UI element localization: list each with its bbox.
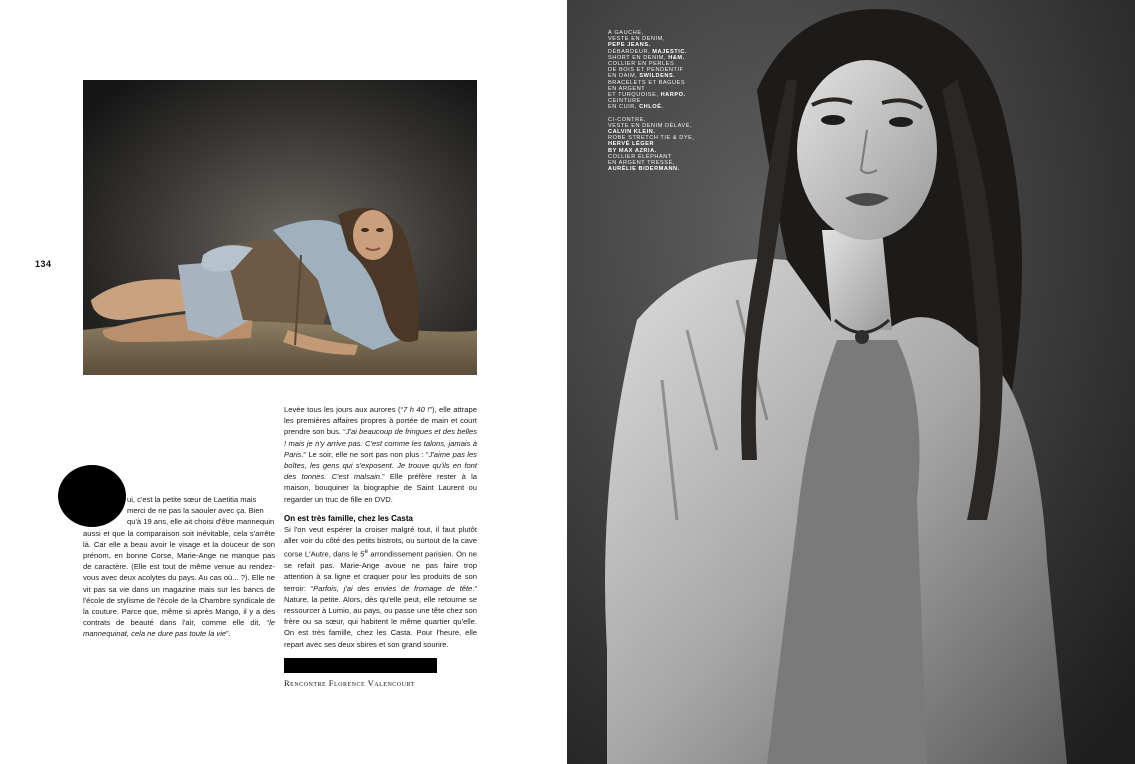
caption-line: À GAUCHE,: [608, 30, 644, 36]
caption-brand: HERVÉ LÉGER: [608, 141, 655, 148]
article-paragraph-3: [284, 524, 477, 650]
paragraph-text: arrondissement parisien. On ne se refait pas. Marie-Ange avoue ne pas faire trop attention à sa ligne et craquer pour les produits de son terroir: “: [284, 549, 478, 593]
caption-brand: CHLOÉ.: [639, 104, 664, 111]
paragraph-text: aussi et que la comparaison soit inévitable, cela s'arrête là. Car elle a beau avoir le visage et la douceur de son prénom, en bonne Corse, Marie-Ange ne manque pas de caractère. (Elle est tout de même venue au rendez-vous avec deux acolytes du pays. Au cas où... ?). Elle ne vit pas sa vie dans un magazine mais sur les bancs de l'école de stylisme de l'école de la Chambre syndicale de la couture. Parce que, même si après Mango, il y a des contrats de beauté dans l'air, comme elle dit, “: [83, 528, 275, 628]
paragraph-line: merci de ne pas la saouler avec ça. Bien: [127, 506, 264, 516]
caption-brand: H&M.: [668, 54, 685, 61]
caption-line: SHORT EN DENIM,: [608, 54, 669, 61]
paragraph-line: qu'à 19 ans, elle ait choisi d'être mannequin: [127, 517, 275, 527]
caption-brand: AURÉLIE BIDERMANN.: [608, 166, 680, 173]
caption-brand: HARPO.: [660, 92, 686, 99]
caption-line: COLLIER EN PERLES: [608, 61, 675, 68]
caption-brand: CALVIN KLEIN.: [608, 129, 656, 136]
caption-line: CI-CONTRE,: [608, 116, 647, 123]
article-paragraph-2: [284, 404, 477, 505]
article-paragraph-1: [83, 494, 275, 640]
paragraph-text: ”.: [226, 629, 231, 639]
paragraph-text: .” Nature, la petite. Alors, dès qu'elle peut, elle retourne se ressourcer à Lumio, au pays, ou passe une tête chez son frère ou sa sœur, qui habitent le même quartier qu'elle. On est très famille, chez les Casta. Pour l'heure, elle repart avec ses deux sbires et son grand sourire.: [284, 583, 478, 649]
caption-line: VESTE EN DENIM DÉLAVÉ,: [608, 122, 693, 129]
caption-line: EN DAIM,: [608, 73, 640, 80]
redaction-bar: [284, 658, 437, 673]
caption-line: VESTE EN DENIM,: [608, 36, 666, 43]
article-column-right: [284, 404, 477, 650]
author-credit: Rencontre Florence Valencourt: [284, 678, 415, 688]
caption-line: ROBE STRETCH TIE & DYE,: [608, 135, 695, 142]
fashion-credits-caption: [608, 30, 708, 172]
paragraph-text: .” Elle préfère rester à la maison, bouquiner la biographie de Saint Laurent ou regarder un truc de fille en DVD.: [284, 472, 477, 504]
right-page-portrait: [567, 0, 1135, 764]
caption-line: DE BOIS ET PENDENTIF: [608, 67, 684, 74]
reclining-model-photo: [83, 80, 477, 375]
quote-text: J'aime pas les boîtes, les gens qui s'exposent. Je trouve qu'ils en font des tonnes. C'est malsain: [284, 449, 477, 482]
caption-line: EN ARGENT: [608, 85, 646, 92]
caption-line: EN CUIR,: [608, 104, 640, 111]
left-page: [0, 0, 567, 764]
caption-line: EN ARGENT TRESSÉ,: [608, 160, 675, 167]
caption-brand: PEPE JEANS.: [608, 42, 651, 49]
caption-brand: SWILDENS.: [639, 73, 676, 80]
caption-brand: BY MAX AZRIA.: [608, 147, 657, 154]
caption-brand: MAJESTIC.: [652, 48, 688, 55]
quote-text: 7 h 40 !: [403, 405, 430, 414]
paragraph-text: Levée tous les jours aux aurores (“: [284, 405, 404, 414]
caption-line: COLLIER ÉLÉPHANT: [608, 153, 672, 160]
paragraph-text: ”), elle attrape les premières affaires propres à portée de main et court prendre son bus. “: [284, 405, 477, 437]
caption-line: CEINTURE: [608, 98, 641, 105]
article-column-left: [83, 494, 275, 640]
caption-line: BRACELETS ET BAGUES: [608, 79, 686, 86]
quote-text: Parfois, j'ai des envies de fromage de tête: [313, 583, 473, 593]
page-number: 134: [35, 259, 52, 269]
quote-text: J'ai beaucoup de fringues et des belles ! mais je n'y arrive pas. C'est comme les talons, jamais à Paris: [284, 427, 477, 459]
quote-text: le mannequinat, cela ne dure pas toute la vie: [83, 618, 275, 639]
subheading: On est très famille, chez les Casta: [284, 513, 413, 523]
paragraph-text: .” Le soir, elle ne sort pas non plus : “: [301, 449, 429, 459]
caption-line: ET TURQUOISE,: [608, 92, 661, 99]
caption-line: DÉBARDEUR,: [608, 48, 653, 55]
paragraph-text: Si l'on veut espérer la croiser malgré tout, il faut plutôt aller voir du côté des petits bistrots, ou surtout de la cave corse L'Autre, dans le 5: [284, 525, 477, 559]
superscript: e: [364, 548, 369, 556]
paragraph-line: ui, c'est la petite sœur de Laetitia mais: [127, 495, 257, 504]
